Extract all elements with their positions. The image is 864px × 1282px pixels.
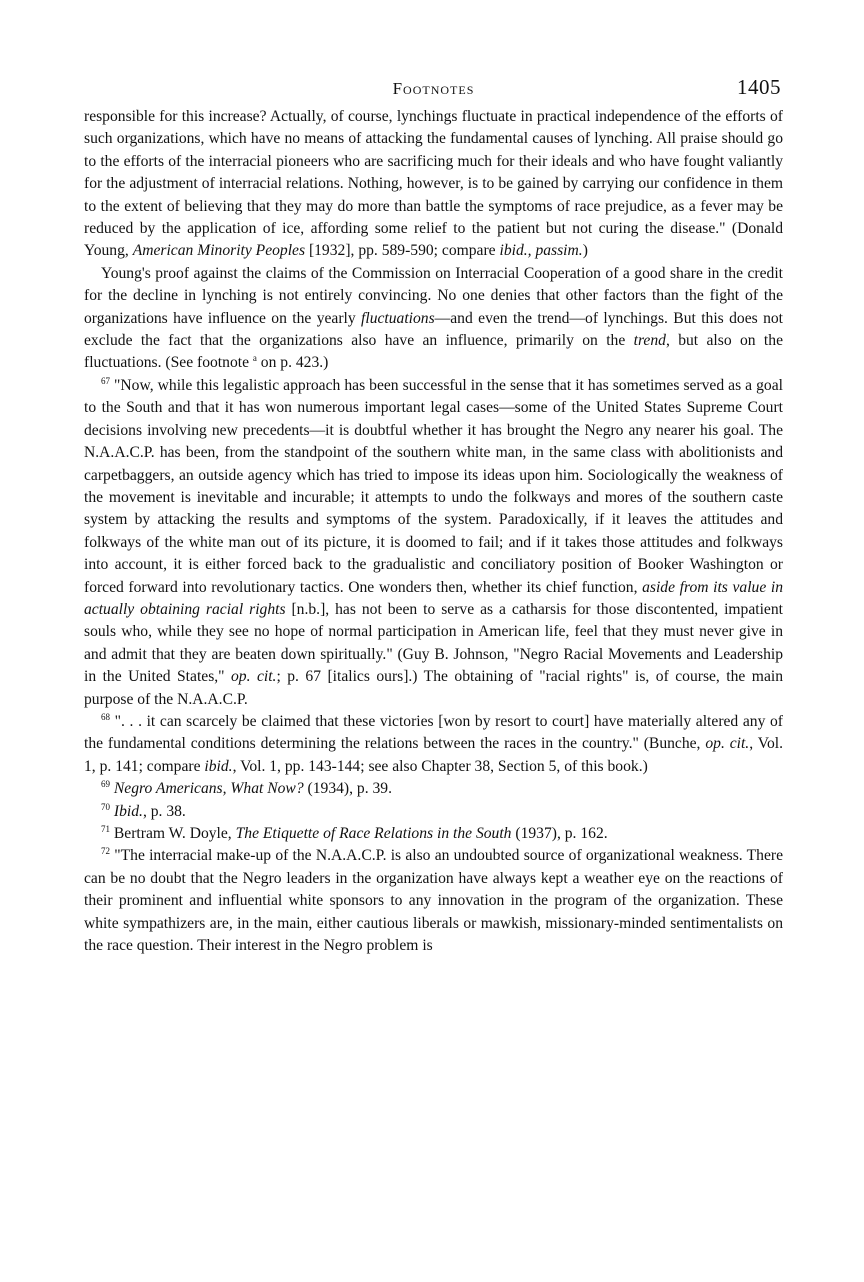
footnote-number: 67 <box>101 375 110 386</box>
text-run: Young's proof against the claims of the Commission on Interracial Cooperation of a good share in the credit for the decline in lynching is not entirely convincing. No one denies that other factors than the fight of the organizations have influence on the yearly <box>84 264 783 327</box>
footnote-70 <box>84 801 783 823</box>
text-run: (1937), p. 162. <box>511 825 608 842</box>
text-run: (1934), p. 39. <box>303 780 392 798</box>
text-run: [1932], pp. 589-590; compare <box>305 242 500 260</box>
page-number: 1405 <box>737 75 781 99</box>
italic-text: aside from its value in actually obtaining racial rights <box>84 578 783 618</box>
text-run: ". . . it can scarcely be claimed that these victories [won by resort to court] have materially altered any of the fundamental conditions determining the relations between the races in the country." (Bunche, <box>84 712 783 753</box>
text-run: —and even the trend—of lynchings. But this does not exclude the fact that the organizations also have an influence, primarily on the <box>84 309 783 350</box>
italic-text: ibid., passim. <box>499 242 583 260</box>
running-head: Footnotes <box>392 79 475 98</box>
text-run: , Vol. 1, p. 141; compare <box>84 735 783 775</box>
italic-text: op. cit. <box>231 668 277 686</box>
text-run: ; p. 67 [italics ours].) The obtaining of "racial rights" is, of course, the main purpose of the N.A.A.C.P. <box>84 668 783 708</box>
text-run: responsible for this increase? Actually, of course, lynchings fluctuate in practical independence of the efforts of such organizations, which have no means of attacking the fundamental causes of lynching. All praise should go to the efforts of the interracial pioneers who are sacrificing much for their ideals and who have fought valiantly for the adjustment of interracial relations. Nothing, however, is to be gained by carrying our confidence in them to the extent of believing that they may do more than battle the symptoms of race prejudice, as a fever may be reduced by the application of ice, affording some relief to the patient but not curing the disease." (Donald Young, <box>84 108 783 260</box>
footnote-ref-marker: a <box>252 353 257 364</box>
italic-text: The Etiquette of Race Relations in the South <box>235 825 512 842</box>
footnote-67 <box>84 375 783 711</box>
document-page <box>84 76 783 957</box>
italic-text: Negro Americans, What Now? <box>113 780 304 798</box>
italic-text: ibid. <box>204 757 233 775</box>
text-run: ) <box>582 242 588 260</box>
italic-text: op. cit. <box>705 735 750 753</box>
footnote-71 <box>84 823 783 845</box>
text-run: "The interracial make-up of the N.A.A.C.P. is also an undoubted source of organizational weakness. There can be no doubt that the Negro leaders in the organization have always kept a weather eye on the reactions of their prominent and influential white sponsors to any innovation in the program of the organization. These white sympathizers are, in the main, either cautious liberals or mawkish, missionary-minded sentimentalists on the race question. Their interest in the Negro problem is <box>84 847 784 955</box>
text-run: Bertram W. Doyle, <box>113 825 236 842</box>
italic-text: American Minority Peoples <box>132 242 306 260</box>
footnote-number: 70 <box>101 801 110 812</box>
footnotes-body <box>84 106 783 957</box>
footnote-continuation <box>84 106 783 263</box>
text-run: , but also on the fluctuations. (See footnote <box>84 332 783 372</box>
footnote-number: 72 <box>101 846 110 857</box>
footnote-number: 68 <box>101 711 110 722</box>
page-header <box>84 76 783 104</box>
text-run: , Vol. 1, pp. 143-144; see also Chapter 38, Section 5, of this book.) <box>232 757 648 775</box>
footnote-paragraph <box>84 263 783 375</box>
text-run: [n.b.], has not been to serve as a catharsis for those discontented, impatient souls who, while they see no hope of normal participation in American life, feel that they must never give in and admit that they are beaten down spiritually." (Guy B. Johnson, "Negro Racial Movements and Leadership in the United States," <box>84 600 783 686</box>
footnote-69 <box>84 778 783 800</box>
italic-text: trend <box>633 332 666 350</box>
footnote-number: 69 <box>101 779 110 790</box>
italic-text: fluctuations <box>361 309 435 327</box>
italic-text: Ibid. <box>113 802 143 820</box>
footnote-68 <box>84 711 783 778</box>
text-run: on p. 423.) <box>256 354 329 372</box>
text-run: , p. 38. <box>142 802 186 820</box>
footnote-72 <box>84 845 783 957</box>
text-run: "Now, while this legalistic approach has been successful in the sense that it has sometimes served as a goal to the South and that it has won numerous important legal cases—some of the United States Supreme Court decisions involving new precedents—it is doubtful whether it has brought the Negro any nearer his goal. The N.A.A.C.P. has been, from the standpoint of the southern white man, in the same class with abolitionists and carpetbaggers, an outside agency which has tried to impose its ideas upon him. Sociologically the weakness of the movement is inevitable and incurable; it attempts to undo the folkways and mores of the southern caste system by attacking the results and symptoms of the system. Paradoxically, if it leaves the attitudes and folkways of the white man out of its picture, it is doomed to fail; and if it takes those attitudes and folkways into account, it is either forced back to the gradualistic and conciliatory position of Booker Washington or forced forward into revolutionary tactics. One wonders then, whether its chief function, <box>84 376 783 596</box>
footnote-number: 71 <box>101 824 110 834</box>
